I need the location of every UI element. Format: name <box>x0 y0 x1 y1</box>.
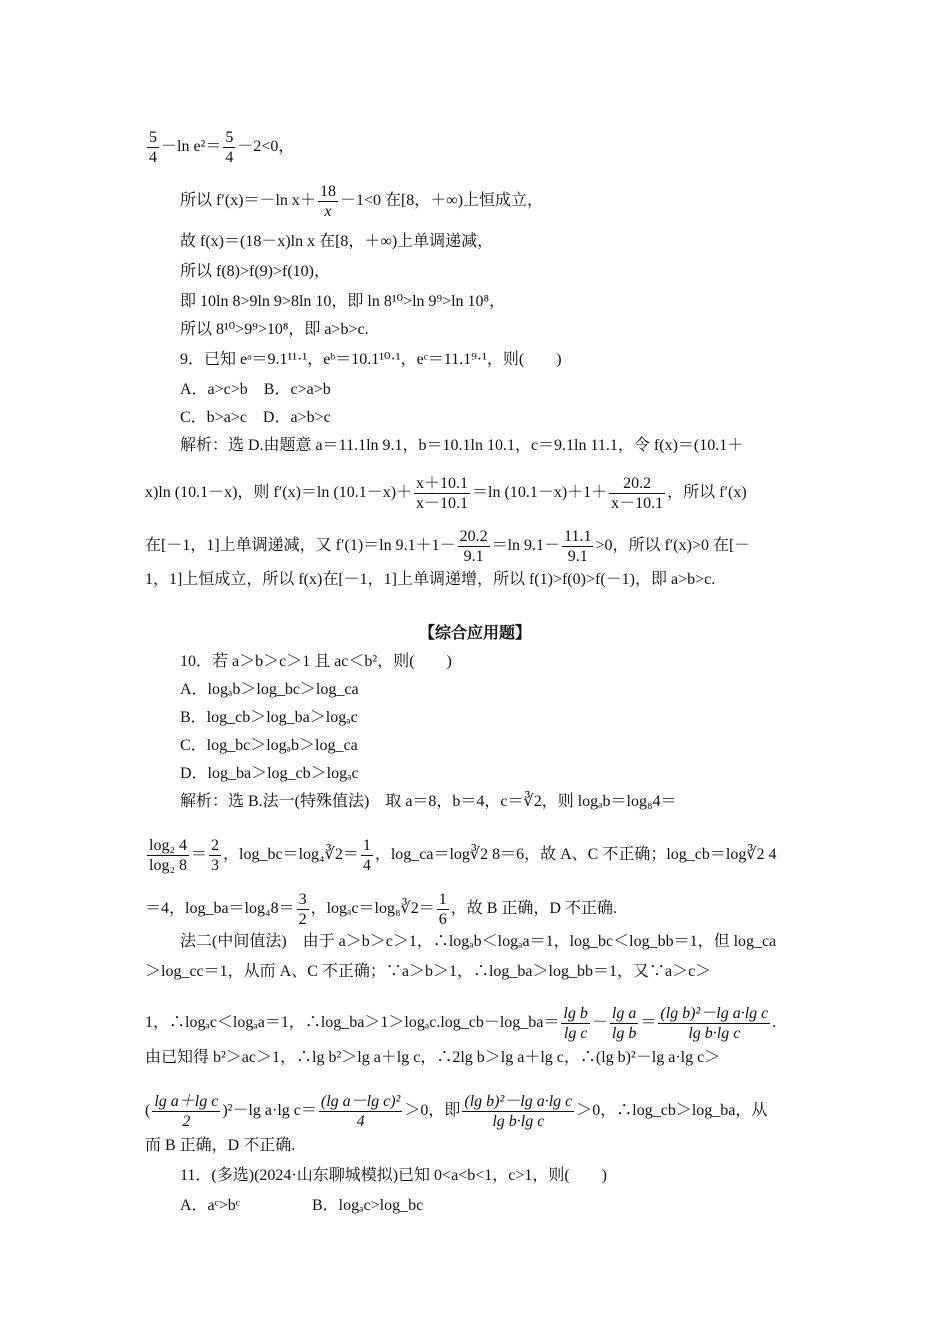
fraction: $\frac{\text{log₂ 4}}{\text{log₂ 8}}$ <box>149 837 188 874</box>
question-11: 11．(多选)(2024·山东聊城模拟)已知 0<a<b<1，c>1，则( ) <box>180 1167 608 1184</box>
solution-10-line-9: 而 B 正确，D 不正确. <box>145 1137 296 1154</box>
solution-9-line-2: x)ln (10.1－x)，则 f′(x)＝ln (10.1－x)＋ $\frac{x+10.1}{x-10.1}$ ＝ln (10.1－x)＋1＋ $\frac{20.2}{x-10.1}$ ，所以 f′(x) <box>145 475 747 512</box>
section-heading: 【综合应用题】 <box>418 625 531 642</box>
line-2: 所以 f′(x)＝－ln x＋ $\frac{18}{x}$ －1<0 在[8，＋∞)上恒成立， <box>180 183 544 220</box>
question-10-option-d: D．log_ba＞log_cb＞logₐc <box>180 765 359 782</box>
question-11-option-b: B．logₐc>log_bc <box>312 1197 424 1214</box>
line-1: $\frac{5}{4}$ －ln e²＝ $\frac{5}{4}$ －2<0， <box>149 129 295 166</box>
question-10: 10．若 a＞b＞c＞1 且 ac＜b²，则( ) <box>180 653 452 670</box>
solution-10-line-1: 解析：选 B.法一(特殊值法) 取 a＝8，b＝4，c＝∛2，则 logₐb＝log₈4＝ <box>180 793 677 810</box>
question-9-options-cd: C．b>a>c D．a>b>c <box>180 409 331 426</box>
line-6: 所以 8¹⁰>9⁹>10⁸，即 a>b>c. <box>180 321 369 338</box>
question-10-option-a: A．logₐb＞log_bc＞log_ca <box>180 681 359 698</box>
solution-9-line-3: 在[－1，1]上单调递减，又 f′(1)＝ln 9.1＋1－ $\frac{20.2}{9.1}$ ＝ln 9.1－ $\frac{11.1}{9.1}$ >0，所以 f′(x)>0 在[－ <box>145 528 751 565</box>
line-3: 故 f(x)＝(18－x)ln x 在[8，＋∞)上单调递减， <box>180 233 494 250</box>
fraction: $\frac{\text{(lg a－lg c)²}}{4}$ <box>320 1093 401 1130</box>
question-10-option-c: C．log_bc＞logₐb＞log_ca <box>180 737 358 754</box>
solution-10-line-7: 由已知得 b²＞ac＞1，∴lg b²＞lg a＋lg c，∴2lg b＞lg a＋lg c，∴(lg b)²－lg a·lg c＞ <box>145 1049 721 1066</box>
solution-10-line-8: ( $\frac{\text{lg a＋lg c}}{2}$ )²－lg a·lg c＝ $\frac{\text{(lg a－lg c)²}}{4}$ ＞0，即 $\frac{\text{(lg b)²－lg a·lg c}}{\text{lg b·lg c}}$ ＞0，∴log_cb＞log_ba，从 <box>145 1093 768 1130</box>
solution-10-line-4: 法二(中间值法) 由于 a＞b＞c＞1，∴logₐb＜logₐa＝1，log_bc＜log_bb＝1，但 log_ca <box>180 933 777 950</box>
fraction: $\frac{3}{2}$ <box>298 891 307 928</box>
fraction: $\frac{20.2}{x-10.1}$ <box>611 475 664 512</box>
fraction: $\frac{20.2}{9.1}$ <box>459 528 488 565</box>
fraction: $\frac{1}{6}$ <box>438 891 447 928</box>
solution-10-line-6: 1，∴logₐc＜logₐa＝1，∴log_ba＞1＞logₐc.log_cb－log_ba＝ $\frac{\text{lg b}}{\text{lg c}}$ － $\frac{\text{lg a}}{\text{lg b}}$ ＝ $\frac{\text{(lg b)²－lg a·lg c}}{\text{lg b·lg c}}$ . <box>145 1005 777 1042</box>
line-4: 所以 f(8)>f(9)>f(10)， <box>180 263 331 280</box>
fraction: $\frac{2}{3}$ <box>211 837 220 874</box>
question-9: 9．已知 eᵃ＝9.1¹¹·¹，eᵇ＝10.1¹⁰·¹，eᶜ＝11.1⁹·¹，则( ) <box>180 351 562 368</box>
fraction: $\frac{18}{x}$ <box>319 183 336 220</box>
fraction: $\frac{\text{(lg b)²－lg a·lg c}}{\text{lg b·lg c}}$ <box>464 1093 573 1130</box>
fraction: $\frac{\text{(lg b)²－lg a·lg c}}{\text{lg b·lg c}}$ <box>660 1005 769 1042</box>
question-10-option-b: B．log_cb＞log_ba＞logₐc <box>180 709 358 726</box>
fraction: $\frac{5}{4}$ <box>225 129 234 166</box>
question-9-options-ab: A．a>c>b B．c>a>b <box>180 381 331 398</box>
fraction: $\frac{\text{lg b}}{\text{lg c}}$ <box>563 1005 588 1042</box>
fraction: $\frac{1}{4}$ <box>362 837 371 874</box>
fraction: $\frac{\text{lg a}}{\text{lg b}}$ <box>611 1005 637 1042</box>
solution-10-line-2: $\frac{\text{log₂ 4}}{\text{log₂ 8}}$ ＝ $\frac{2}{3}$ ，log_bc＝log₄∛2＝ $\frac{1}{4}$ ，log_ca＝log∛2 8＝6，故 A、C 不正确；log_cb＝log∛2 4 <box>149 837 777 874</box>
fraction: $\frac{x+10.1}{x-10.1}$ <box>416 475 469 512</box>
solution-9-line-1: 解析：选 D.由题意 a＝11.1ln 9.1，b＝10.1ln 10.1，c＝9.1ln 11.1，令 f(x)＝(10.1＋ <box>180 437 744 454</box>
line-5: 即 10ln 8>9ln 9>8ln 10，即 ln 8¹⁰>ln 9⁹>ln 10⁸， <box>180 293 506 310</box>
solution-9-line-4: 1，1]上恒成立，所以 f(x)在[－1，1]上单调递增，所以 f(1)>f(0)>f(－1)，即 a>b>c. <box>145 571 716 588</box>
fraction: $\frac{5}{4}$ <box>149 129 157 166</box>
solution-10-line-3: ＝4，log_ba＝log₄8＝ $\frac{3}{2}$ ，logₐc＝log₈∛2＝ $\frac{1}{6}$ ，故 B 正确，D 不正确. <box>145 891 617 928</box>
question-11-option-a: A．aᶜ>bᶜ <box>180 1197 240 1214</box>
fraction: $\frac{11.1}{9.1}$ <box>564 528 592 565</box>
fraction: $\frac{\text{lg a＋lg c}}{2}$ <box>154 1093 219 1130</box>
solution-10-line-5: ＞log_cc＝1，从而 A、C 不正确；∵a＞b＞1，∴log_ba＞log_bb＝1，又∵a＞c＞ <box>145 963 712 980</box>
